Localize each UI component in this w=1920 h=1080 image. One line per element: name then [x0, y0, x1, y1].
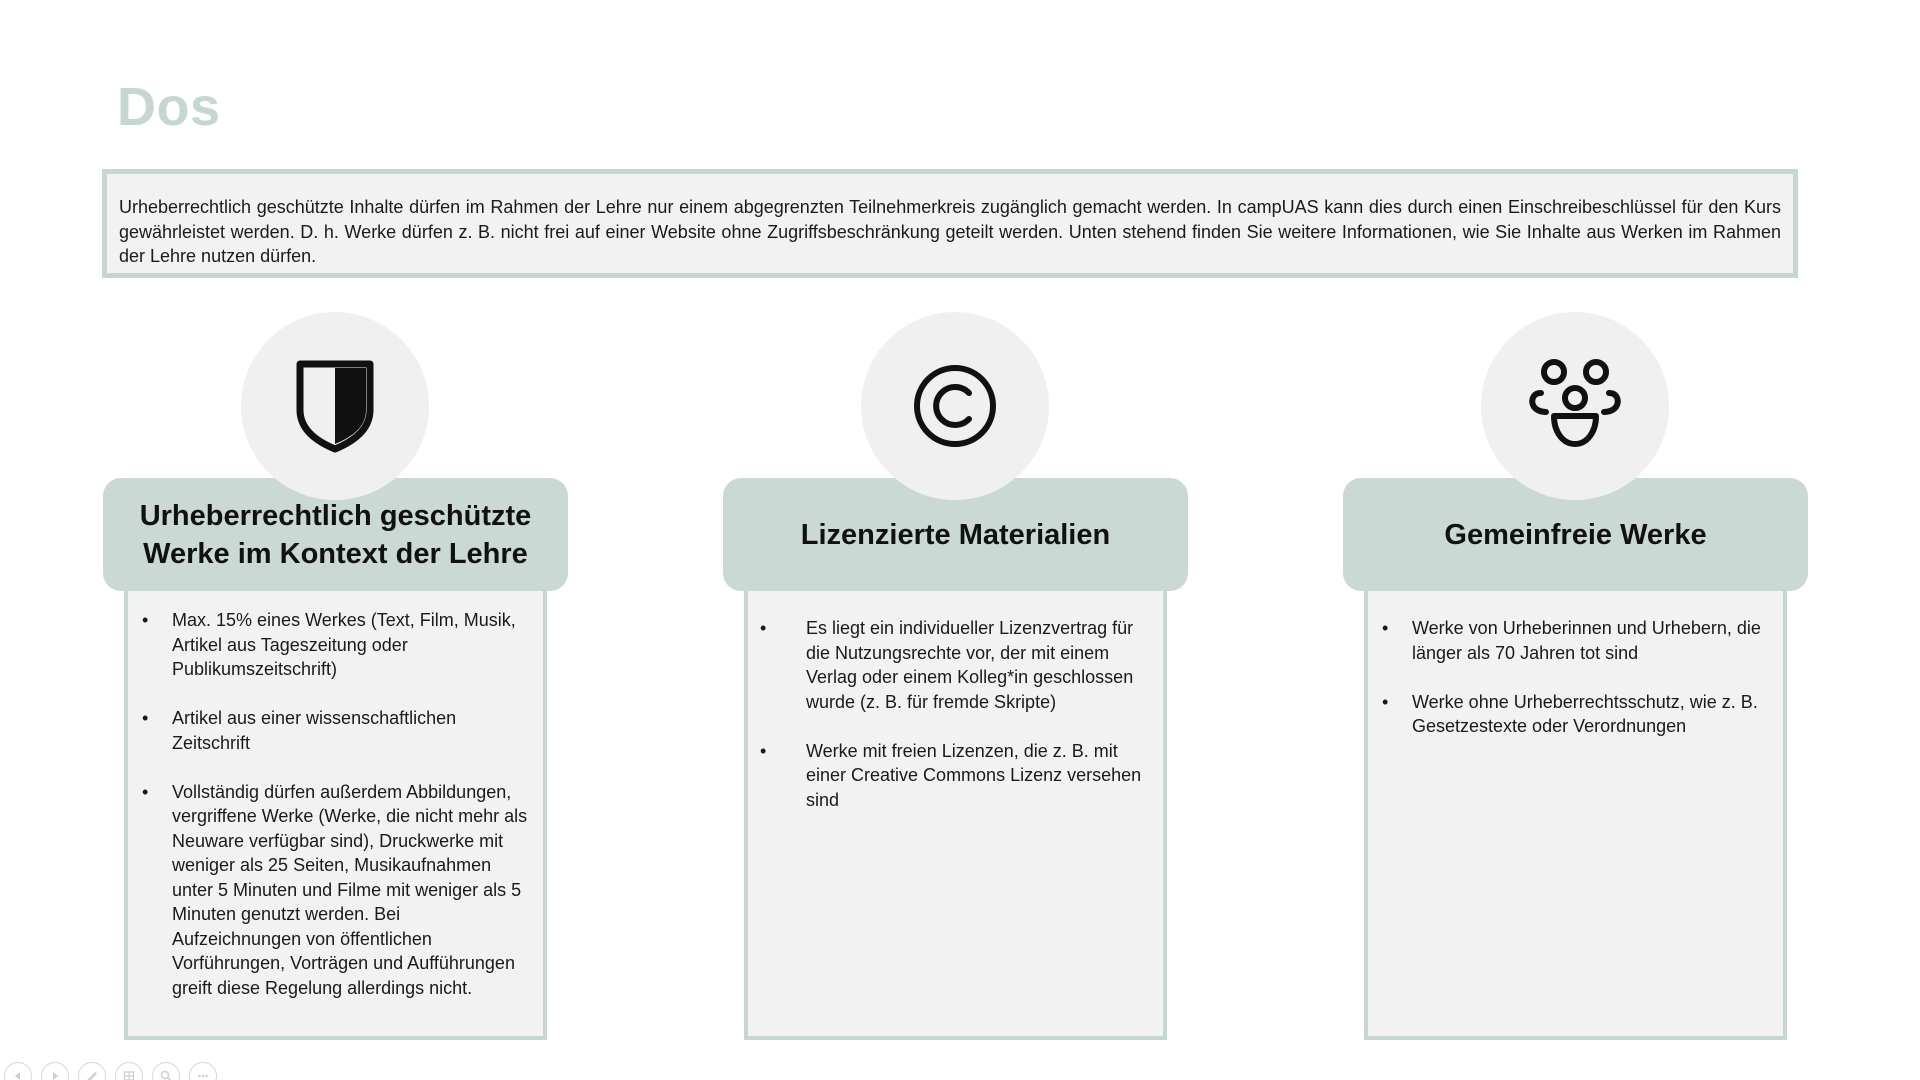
column-public-domain: [1343, 312, 1808, 1057]
column-heading: Urheberrechtlich geschützte Werke im Kontext der Lehre: [103, 478, 568, 591]
icon-circle: [1481, 312, 1669, 500]
slide-title: Dos: [117, 77, 221, 137]
next-slide-icon[interactable]: [41, 1062, 69, 1080]
icon-circle: [241, 312, 429, 500]
bullet-list: [1382, 616, 1771, 739]
previous-slide-icon[interactable]: [4, 1062, 32, 1080]
people-group-icon: [1527, 358, 1623, 454]
pen-icon[interactable]: [78, 1062, 106, 1080]
bullet-dot: •: [1382, 618, 1389, 638]
list-item: • Max. 15% eines Werkes (Text, Film, Musik, Artikel aus Tageszeitung oder Publikumszeitschrift): [142, 610, 516, 679]
bullet-dot: •: [142, 708, 149, 728]
column-body: [744, 582, 1167, 1040]
list-item: • Es liegt ein individueller Lizenzvertrag für die Nutzungsrechte vor, der mit einem Verlag oder einem Kolleg*in geschlossen wurde (z. B. für fremde Skripte): [760, 618, 1134, 712]
list-item: • Werke ohne Urheberrechtsschutz, wie z. B. Gesetzestexte oder Verordnungen: [1382, 691, 1758, 736]
list-item: • Artikel aus einer wissenschaftlichen Zeitschrift: [142, 708, 457, 753]
column-body: [124, 582, 547, 1040]
list-item: • Vollständig dürfen außerdem Abbildungen, vergriffene Werke (Werke, die nicht mehr als Neuware verfügbar sind), Druckwerke mit weniger als 25 Seiten, Musikaufnahmen unter 5 Minuten und Filme mit weniger als 5 Minuten genutzt werden. Bei Aufzeichnungen von öffentlichen Vorführungen, Vorträgen und Aufführungen greift diese Regelung allerdings nicht.: [142, 781, 528, 998]
column-licensed-materials: [723, 312, 1188, 1057]
slides-grid-icon[interactable]: [115, 1062, 143, 1080]
slideshow-nav: [4, 1062, 217, 1080]
bullet-list: [142, 608, 531, 1000]
bullet-dot: •: [760, 618, 767, 638]
bullet-dot: •: [142, 610, 149, 630]
intro-text-box: [102, 169, 1798, 278]
column-copyright-teaching: [103, 312, 568, 1057]
zoom-icon[interactable]: [152, 1062, 180, 1080]
shield-icon: [294, 358, 376, 454]
list-item: • Werke von Urheberinnen und Urhebern, die länger als 70 Jahren tot sind: [1382, 618, 1761, 663]
column-heading: Gemeinfreie Werke: [1343, 478, 1808, 591]
bullet-list: [760, 616, 1151, 812]
bullet-dot: •: [760, 740, 767, 761]
intro-text: Urheberrechtlich geschützte Inhalte dürfen im Rahmen der Lehre nur einem abgegrenzten Teilnehmerkreis zugänglich gemacht werden. In campUAS kann dies durch einen Einschreibeschlüssel für den Kurs gewährleistet werden. D. h. Werke dürfen z. B. nicht frei auf einer Website ohne Zugriffsbeschränkung geteilt werden. Unten stehend finden Sie weitere Informationen, wie Sie Inhalte aus Werken im Rahmen der Lehre nutzen dürfen.: [119, 197, 1781, 266]
column-heading: Lizenzierte Materialien: [723, 478, 1188, 591]
bullet-dot: •: [1382, 691, 1389, 712]
column-body: [1364, 582, 1787, 1040]
bullet-dot: •: [142, 781, 149, 802]
copyright-icon: [912, 363, 998, 449]
icon-circle: [861, 312, 1049, 500]
more-options-icon[interactable]: [189, 1062, 217, 1080]
list-item: • Werke mit freien Lizenzen, die z. B. mit einer Creative Commons Lizenz versehen sind: [760, 740, 1142, 810]
